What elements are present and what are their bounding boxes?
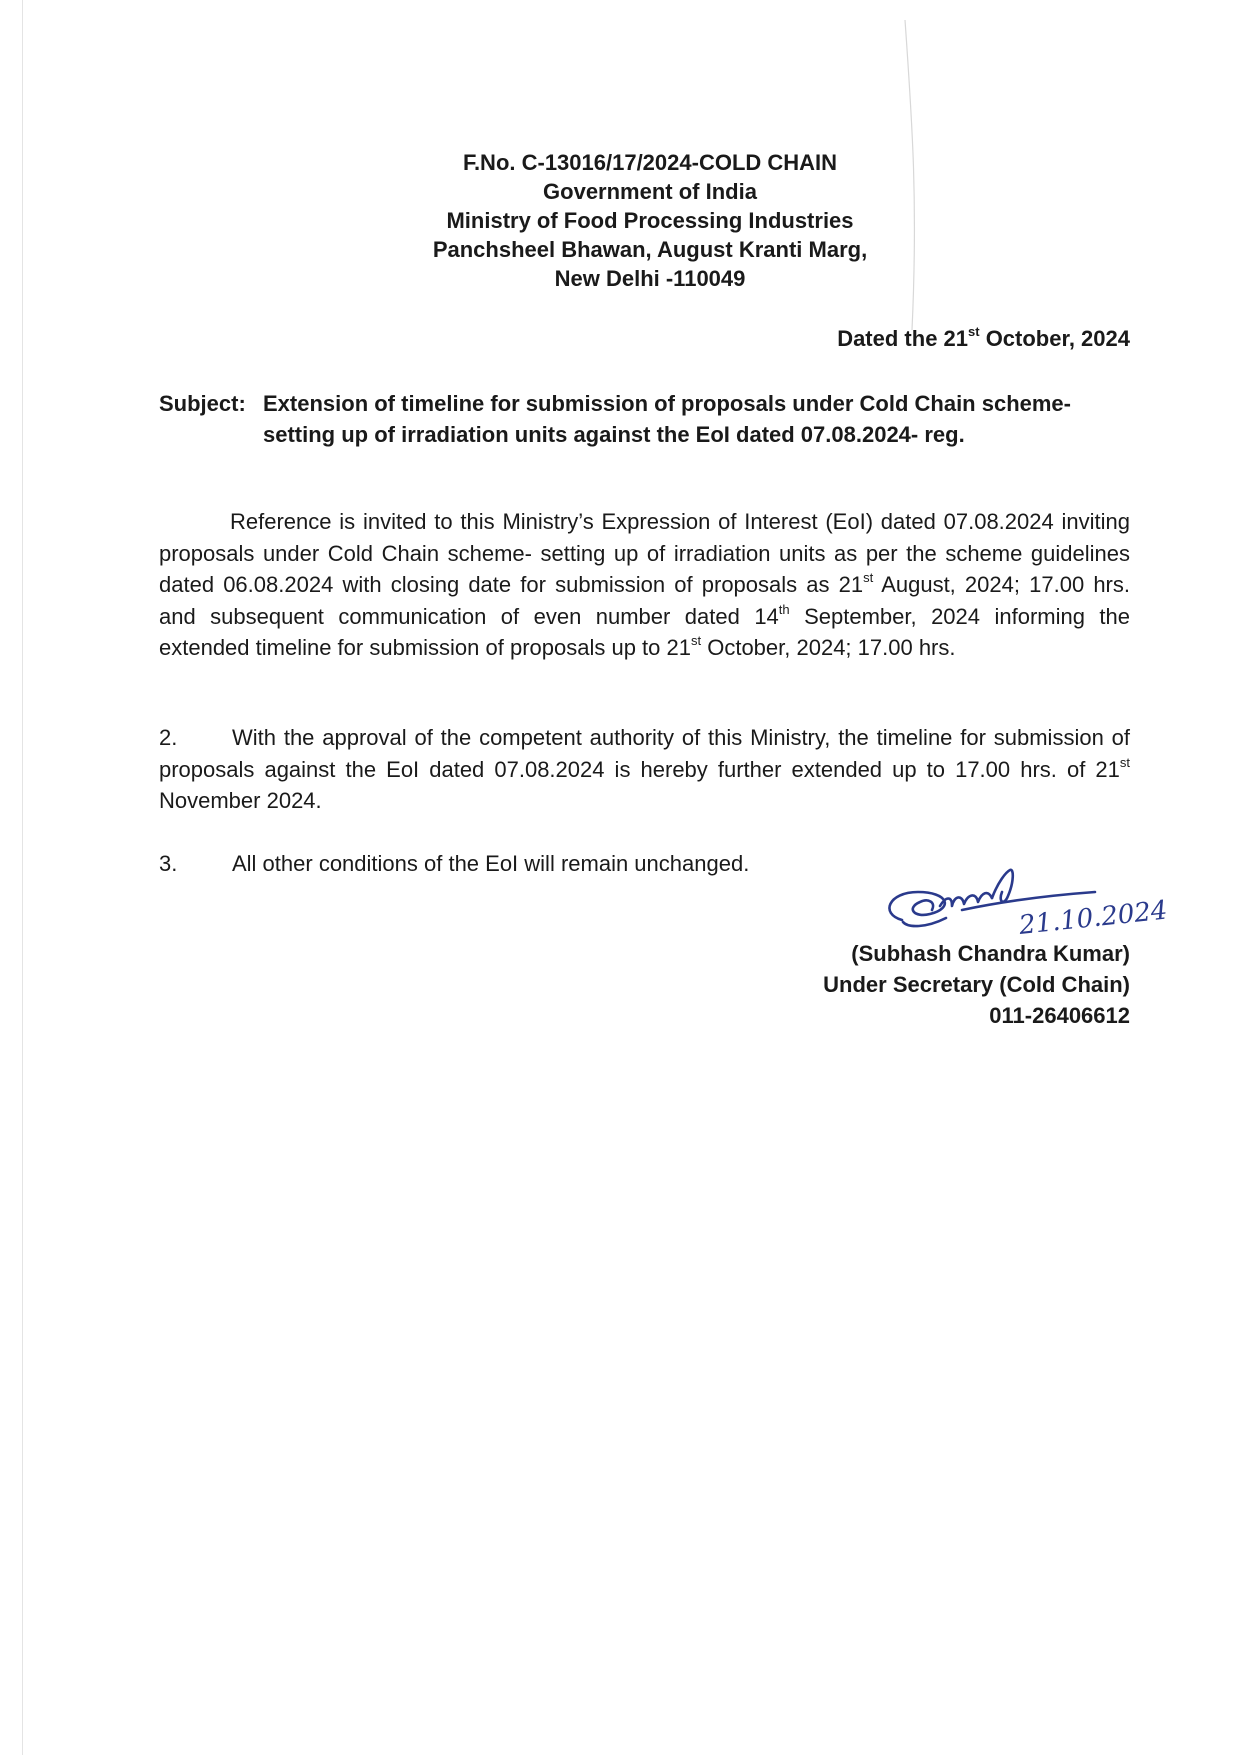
para1-sup-3: st	[690, 633, 702, 648]
paragraph-1	[159, 506, 1130, 664]
paragraph-2	[159, 722, 1130, 817]
letter-header	[300, 148, 1000, 293]
signatory-name: (Subhash Chandra Kumar)	[851, 941, 1130, 966]
signatory-block	[823, 938, 1130, 1031]
para2-sup-1: st	[1119, 754, 1130, 770]
para1-text-3: September, 2024 informing the extended timeline for submission of proposals up to 21	[159, 603, 1130, 660]
signatory-designation: Under Secretary (Cold Chain)	[823, 972, 1130, 997]
date-rest: October, 2024	[979, 326, 1130, 351]
government-name: Government of India	[543, 179, 757, 204]
letter-date	[837, 326, 1130, 352]
para2-text-1: With the approval of the competent authority of this Ministry, the timeline for submission of proposals against the EoI dated 07.08.2024 is hereby further extended up to 17.00 hrs. of 21	[159, 725, 1130, 782]
paragraph-number: 3.	[159, 851, 178, 876]
address-line-2: New Delhi -110049	[554, 266, 746, 291]
para3-text: All other conditions of the EoI will remain unchanged.	[232, 851, 750, 876]
para1-text-1: Reference is invited to this Ministry’s Expression of Interest (EoI) dated 07.08.2024 inviting proposals under Cold Chain scheme- setting up of irradiation units as per the scheme guidelines dated 06.08.2024 with closing date for submission of proposals as 21	[159, 509, 1130, 597]
date-prefix: Dated the 21	[837, 326, 969, 351]
ministry-name: Ministry of Food Processing Industries	[446, 208, 854, 233]
subject-block	[159, 388, 1134, 450]
subject-label: Subject:	[159, 391, 246, 416]
para1-text-4: October, 2024; 17.00 hrs.	[701, 635, 956, 660]
file-number: F.No. C-13016/17/2024-COLD CHAIN	[462, 150, 838, 175]
paragraph-number: 2.	[159, 725, 178, 750]
para2-text-2: November 2024.	[159, 788, 322, 813]
para1-sup-1: st	[863, 570, 874, 585]
handwritten-date: 21.10.2024	[1017, 895, 1169, 941]
address-line-1: Panchsheel Bhawan, August Kranti Marg,	[432, 237, 868, 262]
para1-sup-2: th	[778, 601, 790, 617]
subject-text: Extension of timeline for submission of proposals under Cold Chain scheme- setting up of irradiation units against the EoI dated 07.08.2024- reg.	[263, 391, 1071, 447]
date-suffix: st	[968, 324, 980, 339]
signatory-phone: 011-26406612	[989, 1003, 1130, 1028]
para1-text-2: August, 2024; 17.00 hrs. and subsequent communication of even number dated 14	[159, 572, 1130, 629]
